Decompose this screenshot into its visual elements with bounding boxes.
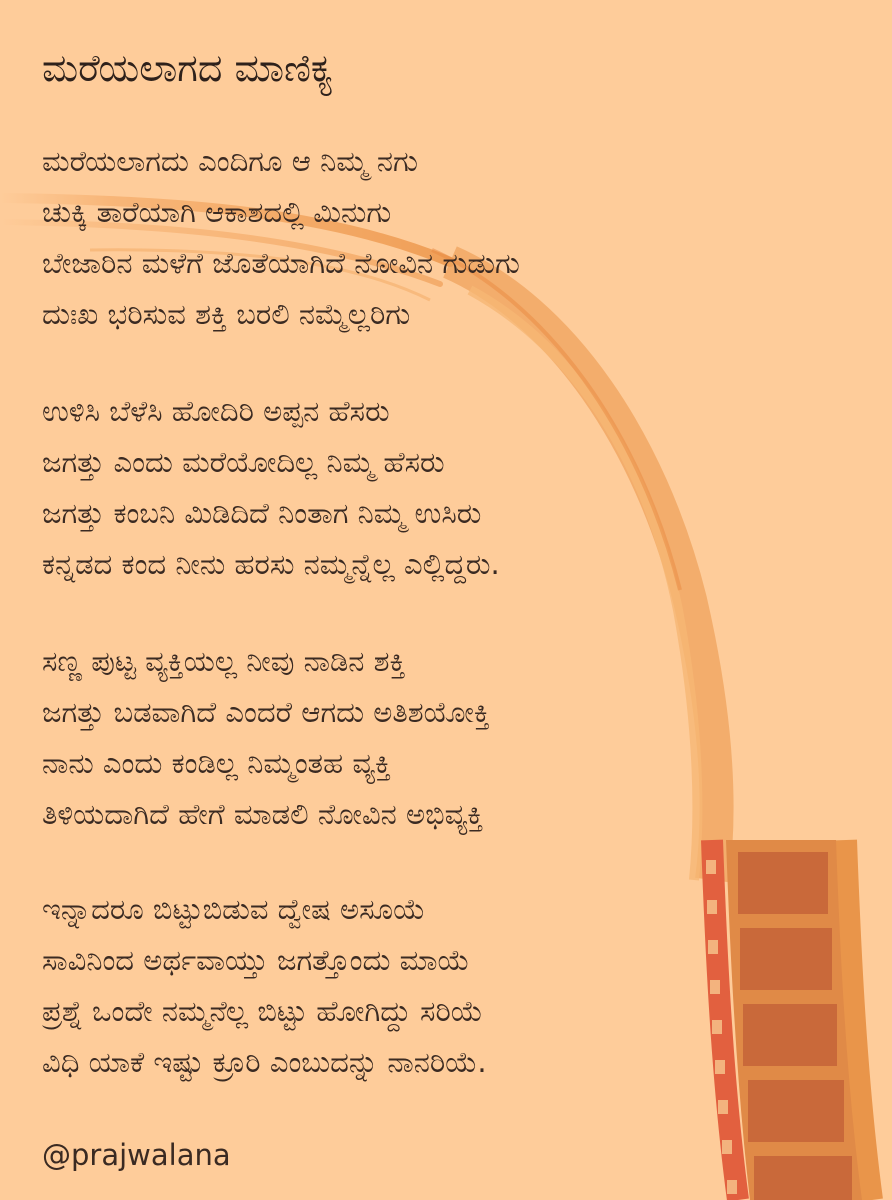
poem-line: ಕನ್ನಡದ ಕಂದ ನೀನು ಹರಸು ನಮ್ಮನ್ನೆಲ್ಲ ಎಲ್ಲಿದ್ದರು. <box>42 547 500 581</box>
poem-line: ಮರೆಯಲಾಗದು ಎಂದಿಗೂ ಆ ನಿಮ್ಮ ನಗು <box>42 144 418 178</box>
poem-line: ತಿಳಿಯದಾಗಿದೆ ಹೇಗೆ ಮಾಡಲಿ ನೋವಿನ ಅಭಿವ್ಯಕ್ತಿ <box>42 797 484 831</box>
poem-line: ಚುಕ್ಕಿ ತಾರೆಯಾಗಿ ಆಕಾಶದಲ್ಲಿ ಮಿನುಗು <box>42 195 392 229</box>
poem-line: ಸಣ್ಣ ಪುಟ್ಟ ವ್ಯಕ್ತಿಯಲ್ಲ ನೀವು ನಾಡಿನ ಶಕ್ತಿ <box>42 644 406 678</box>
poem-line: ಜಗತ್ತು ಎಂದು ಮರೆಯೋದಿಲ್ಲ ನಿಮ್ಮ ಹೆಸರು <box>42 445 445 479</box>
poem-line: ಜಗತ್ತು ಕಂಬನಿ ಮಿಡಿದಿದೆ ನಿಂತಾಗ ನಿಮ್ಮ ಉಸಿರು <box>42 496 482 530</box>
poem-line: ದುಃಖ ಭರಿಸುವ ಶಕ್ತಿ ಬರಲಿ ನಮ್ಮೆಲ್ಲರಿಗು <box>42 297 411 331</box>
poem-line: ಇನ್ನಾದರೂ ಬಿಟ್ಟುಬಿಡುವ ದ್ವೇಷ ಅಸೂಯೆ <box>42 892 426 926</box>
stanza-3 <box>42 636 882 840</box>
poem-title: ಮರೆಯಲಾಗದ ಮಾಣಿಕ್ಯ <box>42 46 334 90</box>
stanza-2 <box>42 386 882 590</box>
poem-line: ಬೇಜಾರಿನ ಮಳೆಗೆ ಜೊತೆಯಾಗಿದೆ ನೋವಿನ ಗುಡುಗು <box>42 246 520 280</box>
poem-line: ಸಾವಿನಿಂದ ಅರ್ಥವಾಯ್ತು ಜಗತ್ತೊಂದು ಮಾಯೆ <box>42 943 470 977</box>
poem-line: ವಿಧಿ ಯಾಕೆ ಇಷ್ಟು ಕ್ರೂರಿ ಎಂಬುದನ್ನು ನಾನರಿಯೆ. <box>42 1045 487 1079</box>
stanza-4 <box>42 884 882 1088</box>
poem-line: ಉಳಿಸಿ ಬೆಳೆಸಿ ಹೋದಿರಿ ಅಪ್ಪನ ಹೆಸರು <box>42 394 390 428</box>
poem-line: ಜಗತ್ತು ಬಡವಾಗಿದೆ ಎಂದರೆ ಆಗದು ಅತಿಶಯೋಕ್ತಿ <box>42 695 490 729</box>
poem-line: ಪ್ರಶ್ನೆ ಒಂದೇ ನಮ್ಮನೆಲ್ಲ ಬಿಟ್ಟು ಹೋಗಿದ್ದು ಸರಿಯೆ <box>42 994 483 1028</box>
poem-line: ನಾನು ಎಂದು ಕಂಡಿಲ್ಲ ನಿಮ್ಮಂತಹ ವ್ಯಕ್ತಿ <box>42 746 392 780</box>
author-handle: @prajwalana <box>42 1138 231 1172</box>
stanza-1 <box>42 136 882 340</box>
